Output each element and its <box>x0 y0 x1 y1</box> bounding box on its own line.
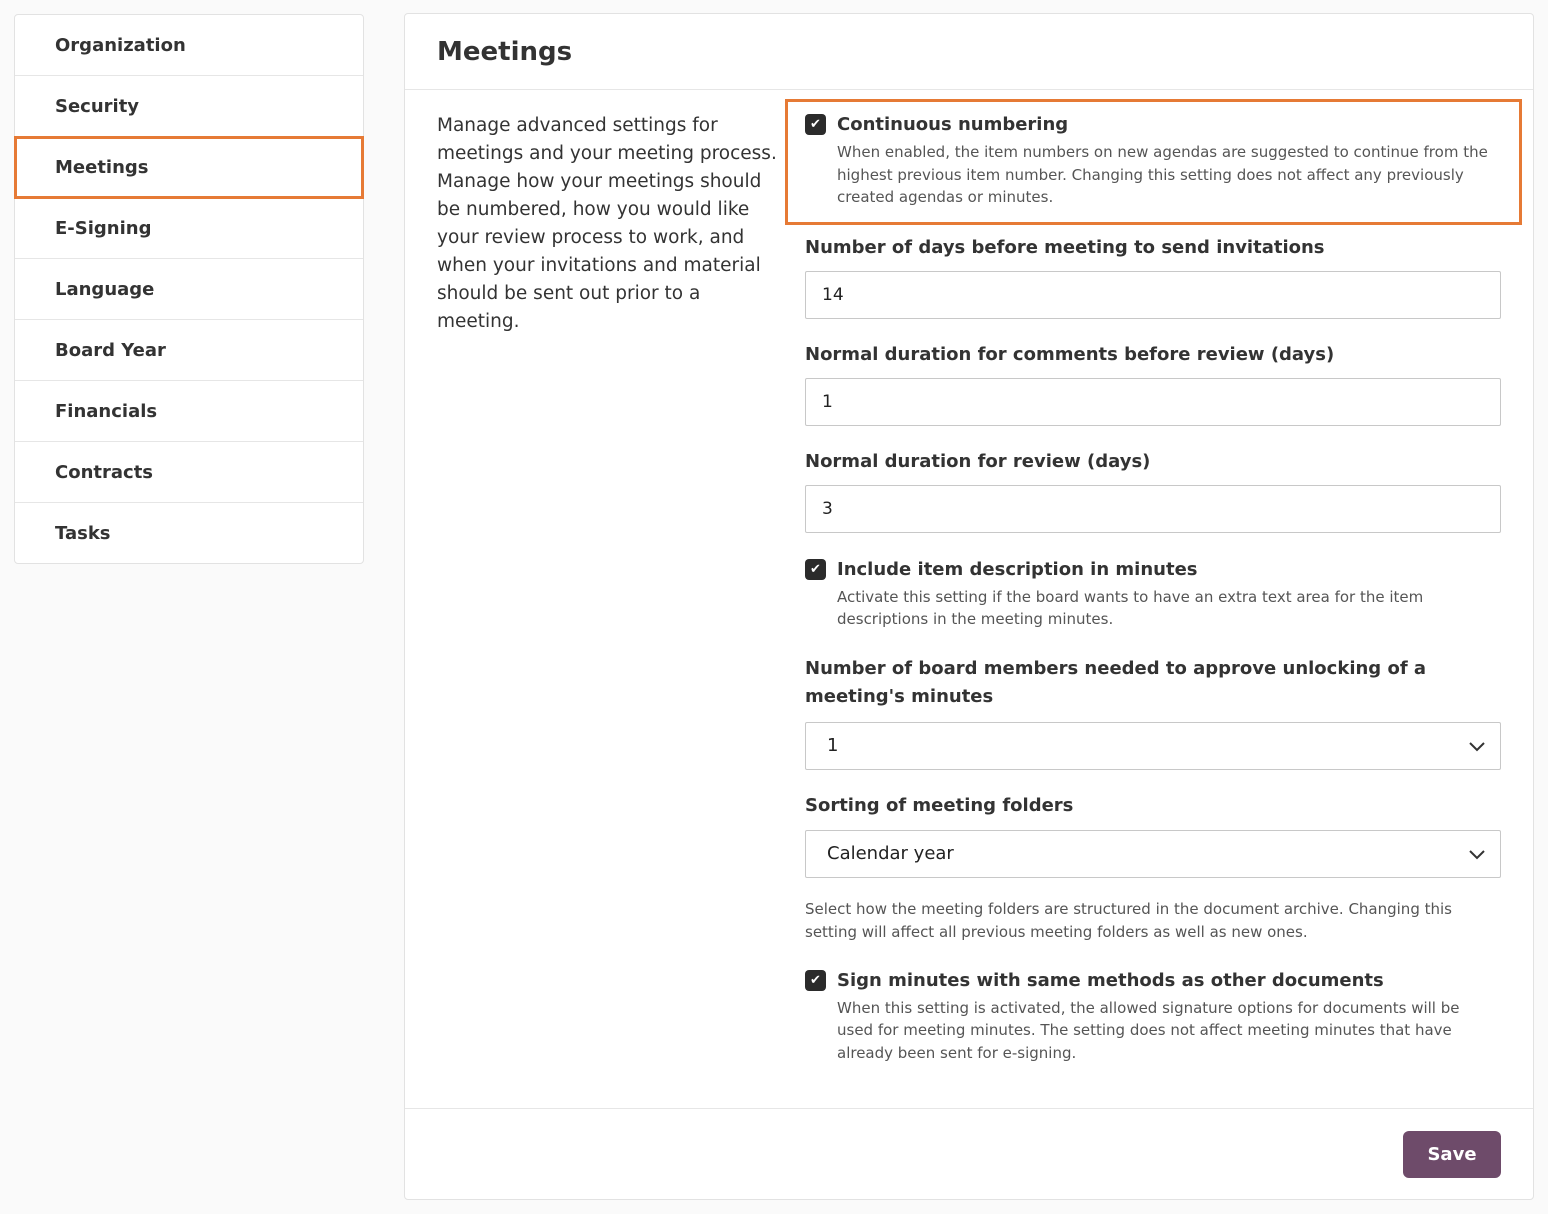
folder-sorting-value: Calendar year <box>827 843 954 864</box>
review-duration-label: Normal duration for review (days) <box>805 450 1151 472</box>
sidebar-item-contracts[interactable] <box>15 442 363 503</box>
sign-minutes-setting <box>805 970 1501 1065</box>
sidebar-item-organization[interactable] <box>15 15 363 76</box>
sign-minutes-checkbox[interactable] <box>805 970 826 991</box>
sidebar-item-board-year[interactable] <box>15 320 363 381</box>
chevron-down-icon <box>1468 845 1486 863</box>
panel-footer <box>405 1108 1533 1200</box>
sidebar-item-label: Language <box>55 278 155 300</box>
sidebar-item-language[interactable] <box>15 259 363 320</box>
check-icon: ✔ <box>810 117 821 132</box>
continuous-numbering-setting <box>805 114 1501 209</box>
folder-sorting-select[interactable] <box>805 830 1501 878</box>
folder-sorting-help: Select how the meeting folders are structured in the document archive. Changing this setting will affect all previous meeting folders as well as new ones. <box>805 899 1452 941</box>
unlock-members-label: Number of board members needed to approve unlocking of a meeting's minutes <box>805 657 1427 707</box>
comments-duration-label: Normal duration for comments before review (days) <box>805 343 1335 365</box>
page-title: Meetings <box>437 36 573 67</box>
item-description-description: Activate this setting if the board wants to have an extra text area for the item descriptions in the meeting minutes. <box>837 587 1424 628</box>
sidebar-item-label: Contracts <box>55 461 154 483</box>
continuous-numbering-description: When enabled, the item numbers on new agendas are suggested to continue from the highest previous item number. Changing this setting does not affect any previously created agendas or minutes. <box>837 143 1488 206</box>
sidebar-item-label: Tasks <box>55 522 111 544</box>
sign-minutes-label: Sign minutes with same methods as other documents <box>837 969 1384 991</box>
sidebar-item-label: Board Year <box>55 339 166 361</box>
comments-duration-input[interactable] <box>805 378 1501 426</box>
folder-sorting-label: Sorting of meeting folders <box>805 794 1074 816</box>
sidebar-item-label: Security <box>55 95 140 117</box>
sidebar-item-security[interactable] <box>15 76 363 137</box>
sidebar-item-label: Organization <box>55 34 186 56</box>
settings-form <box>805 99 1501 1064</box>
sidebar-item-label: E-Signing <box>55 217 152 239</box>
panel-header <box>405 14 1533 90</box>
settings-intro-text: Manage advanced settings for meetings and your meeting process. Manage how your meetings should be numbered, how you would like your review process to work, and when your invitations and material should be sent out prior to a meeting. <box>437 115 777 332</box>
sidebar-item-tasks[interactable] <box>15 503 363 563</box>
check-icon: ✔ <box>810 972 821 988</box>
chevron-down-icon <box>1468 737 1486 755</box>
sidebar-item-e-signing[interactable] <box>15 198 363 259</box>
check-icon: ✔ <box>810 561 821 577</box>
unlock-members-value: 1 <box>827 735 839 756</box>
continuous-numbering-checkbox[interactable] <box>805 114 826 135</box>
continuous-numbering-label: Continuous numbering <box>837 114 1069 135</box>
meetings-settings-panel <box>404 13 1534 1200</box>
sidebar-item-label: Meetings <box>55 156 149 178</box>
settings-sidebar <box>14 14 364 564</box>
item-description-setting <box>805 559 1501 631</box>
save-button[interactable]: Save <box>1403 1131 1501 1178</box>
sign-minutes-description: When this setting is activated, the allowed signature options for documents will be used for meeting minutes. The setting does not affect meeting minutes that have already been sent for e-signing. <box>837 998 1460 1062</box>
invitation-days-label: Number of days before meeting to send invitations <box>805 236 1325 258</box>
sidebar-item-label: Financials <box>55 400 158 422</box>
sidebar-item-meetings[interactable] <box>15 137 363 198</box>
sidebar-item-financials[interactable] <box>15 381 363 442</box>
invitation-days-input[interactable] <box>805 271 1501 319</box>
item-description-checkbox[interactable] <box>805 559 826 580</box>
item-description-label: Include item description in minutes <box>837 558 1198 580</box>
review-duration-input[interactable] <box>805 485 1501 533</box>
unlock-members-select[interactable] <box>805 722 1501 770</box>
